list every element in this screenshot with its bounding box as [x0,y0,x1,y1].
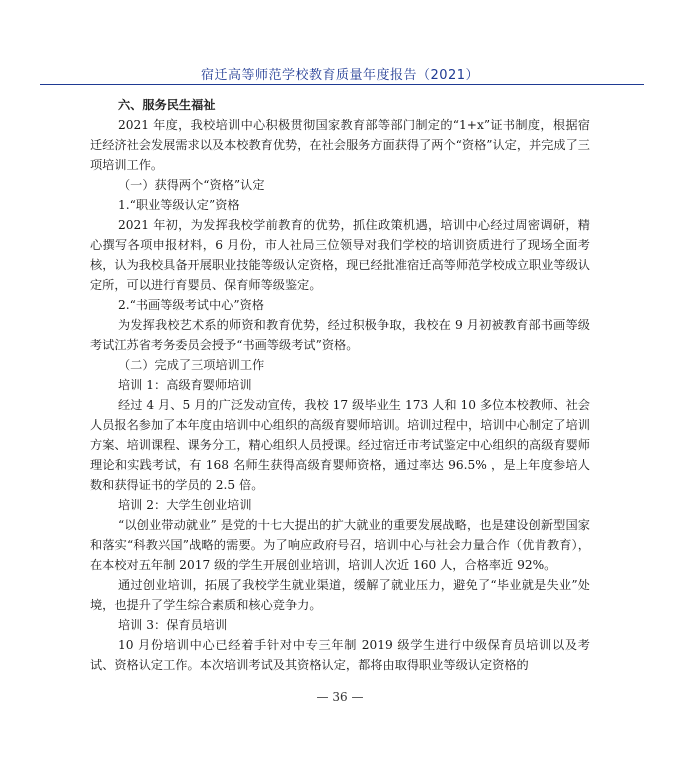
header-divider [40,84,644,85]
subheading-qualifications: （一）获得两个“资格”认定 [118,178,265,192]
paragraph-training-2-outcome: 通过创业培训，拓展了我校学生就业渠道，缓解了就业压力，避免了“毕业就是失业”处境，也提升了学生综合素质和核心竞争力。 [90,578,590,612]
paragraph-intro: 2021 年度，我校培训中心积极贯彻国家教育部等部门制定的“1+x”证书制度，根据宿迁经济社会发展需求以及本校教育优势，在社会服务方面获得了两个“资格”认定，并完成了三项培训工作。 [90,118,590,172]
page-number: — 36 — [316,690,364,704]
paragraph-training-2: “以创业带动就业” 是党的十七大提出的扩大就业的重要发展战略，也是建设创新型国家和落实“科教兴国”战略的需要。为了响应政府号召，培训中心与社会力量合作（优肯教育），在本校对五年制 2017 级的学生开展创业培训，培训人次近 160 人，合格率近 92%。 [90,518,590,572]
paragraph-calligraphy: 为发挥我校艺术系的师资和教育优势，经过积极争取，我校在 9 月初被教育部书画等级考试江苏省考务委员会授予“书画等级考试”资格。 [90,318,590,352]
item-heading-vocational: 1.“职业等级认定”资格 [118,198,240,212]
item-heading-calligraphy: 2.“书画等级考试中心”资格 [118,298,264,312]
report-title: 宿迁高等师范学校教育质量年度报告（2021） [200,68,480,83]
training-3-heading: 培训 3：保育员培训 [118,618,228,632]
subheading-trainings: （二）完成了三项培训工作 [118,358,265,372]
paragraph-training-3: 10 月份培训中心已经着手针对中专三年制 2019 级学生进行中级保育员培训以及考试、资格认定工作。本次培训考试及其资格认定，都将由取得职业等级认定资格的 [90,638,590,672]
paragraph-training-1: 经过 4 月、5 月的广泛发动宣传，我校 17 级毕业生 173 人和 10 多位本校教师、社会人员报名参加了本年度由培训中心组织的高级育婴师培训。培训过程中，培训中心制定了培训方案、培训课程、课务分工，精心组织人员授课。经过宿迁市考试鉴定中心组织的高级育婴师理论和实践考试，有 168 名师生获得高级育婴师资格，通过率达 96.5% ，是上年度参培人数和获得证书的学员的 2.5 倍。 [90,398,590,492]
training-1-heading: 培训 1：高级育婴师培训 [118,378,252,392]
paragraph-vocational: 2021 年初，为发挥我校学前教育的优势，抓住政策机遇，培训中心经过周密调研，精心撰写各项申报材料，6 月份，市人社局三位领导对我们学校的培训资质进行了现场全面考核，认为我校具备开展职业技能等级认定资格，现已经批准宿迁高等师范学校成立职业等级认定所，可以进行育婴员、保育师等级鉴定。 [90,218,590,292]
page-content [90,95,590,675]
training-2-heading: 培训 2：大学生创业培训 [118,498,252,512]
section-title: 六、服务民生福祉 [118,98,216,112]
